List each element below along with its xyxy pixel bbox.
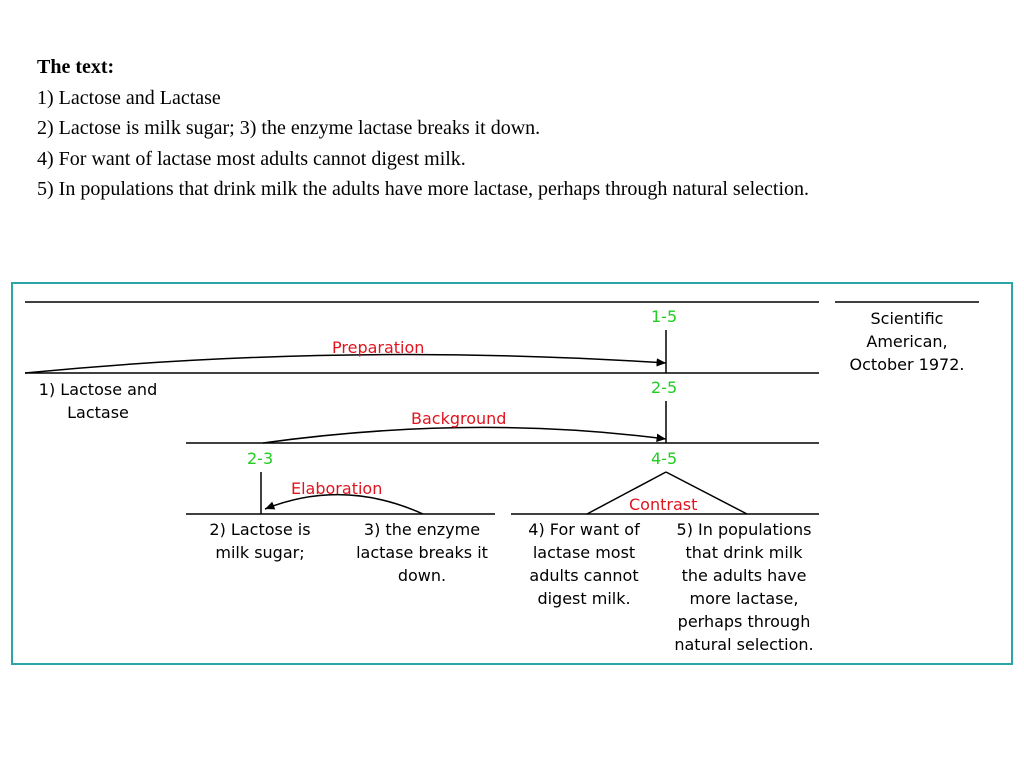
source-text [37,52,987,205]
rst-diagram [13,284,1015,667]
text-line-1: 1) Lactose and Lactase [37,86,221,109]
unit-4-line-4: digest milk. [537,589,631,608]
rst-diagram-frame [11,282,1013,665]
unit-1-line-2: Lactase [67,403,129,422]
preparation-arc [25,355,666,373]
span-label-1-5: 1-5 [651,307,678,326]
relation-elaboration: Elaboration [291,479,383,498]
text-line-3: 4) For want of lactase most adults cannot digest milk. [37,147,466,170]
relation-background: Background [411,409,507,428]
unit-4-line-3: adults cannot [529,566,639,585]
unit-3-line-2: lactase breaks it [356,543,488,562]
span-label-2-5: 2-5 [651,378,678,397]
unit-4-line-2: lactase most [532,543,636,562]
unit-5-line-1: 5) In populations [676,520,812,539]
source-line-2: American, [866,332,948,351]
unit-5-line-2: that drink milk [685,543,803,562]
span-label-4-5: 4-5 [651,449,678,468]
span-label-2-3: 2-3 [247,449,274,468]
unit-4-line-1: 4) For want of [528,520,640,539]
unit-3-line-3: down. [397,566,447,585]
text-line-4: 5) In populations that drink milk the adults have more lactase, perhaps through natural selection. [37,178,810,200]
unit-5-line-6: natural selection. [674,635,814,654]
unit-1-line-1: 1) Lactose and [38,380,158,399]
unit-2-line-2: milk sugar; [215,543,305,562]
unit-5-line-5: perhaps through [677,612,811,631]
unit-5-line-3: the adults have [681,566,807,585]
source-line-3: October 1972. [849,355,965,374]
unit-2-line-1: 2) Lactose is [209,520,311,539]
relation-preparation: Preparation [332,338,425,357]
background-arc [263,427,666,443]
relation-contrast: Contrast [629,495,698,514]
unit-3-line-1: 3) the enzyme [363,520,481,539]
unit-5-line-4: more lactase, [689,589,799,608]
source-line-1: Scientific [870,309,944,328]
text-line-2: 2) Lactose is milk sugar; 3) the enzyme lactase breaks it down. [37,117,541,139]
text-heading: The text: [37,56,115,78]
